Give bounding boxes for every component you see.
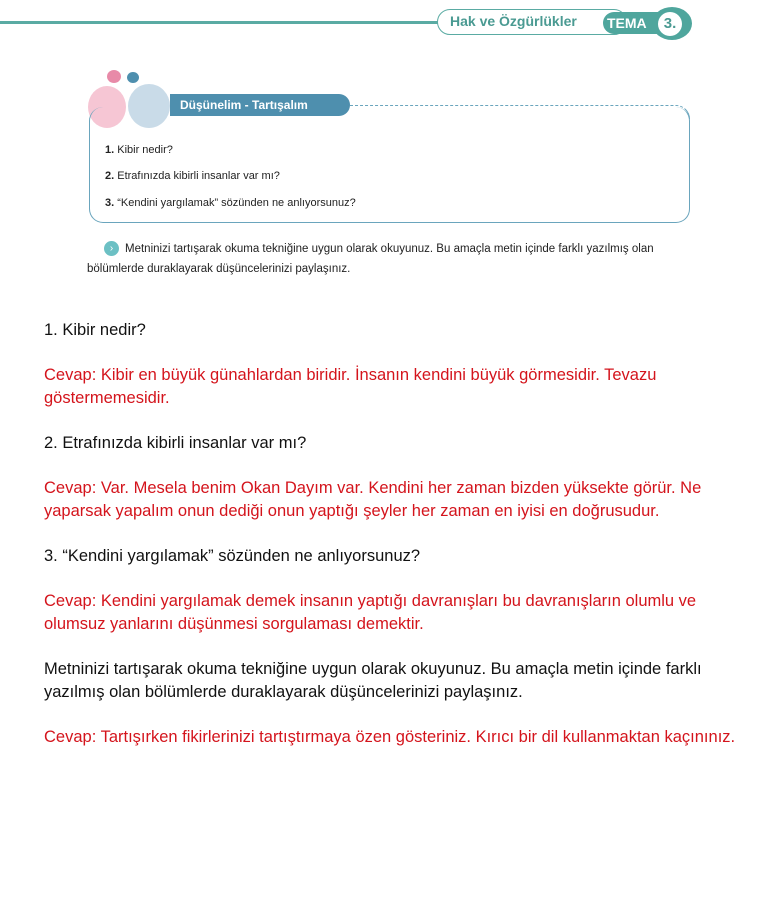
- answer-question: 1. Kibir nedir?: [44, 321, 146, 339]
- box-question: 2. Etrafınızda kibirli insanlar var mı?: [105, 170, 280, 182]
- box-dashed-top: [340, 105, 690, 119]
- answer-text: Cevap: Kibir en büyük günahlardan biridir. İnsanın kendini büyük görmesidir. Tevazu göstermemesidir.: [44, 366, 657, 407]
- tema-number: 3.: [658, 12, 682, 36]
- answer-text: Cevap: Kendini yargılamak demek insanın yaptığı davranışları bu davranışların olumlu ve olumsuz yanlarını düşünmesi sorgulaması demektir.: [44, 592, 697, 633]
- answer-question: 2. Etrafınızda kibirli insanlar var mı?: [44, 434, 307, 452]
- theme-title: Hak ve Özgürlükler: [437, 9, 627, 35]
- answers-section: [44, 319, 749, 771]
- tema-label: TEMA: [603, 12, 663, 34]
- header-line: [0, 21, 445, 24]
- speech-bubble-icon: [107, 70, 121, 83]
- answer-text: Cevap: Var. Mesela benim Okan Dayım var. Kendini her zaman bizden yüksekte görür. Ne yaparsak yapalım onun dediği onun yaptığı şeyler her zaman en iyisi en doğrusudur.: [44, 479, 702, 520]
- answer-question: 3. “Kendini yargılamak” sözünden ne anlıyorsunuz?: [44, 547, 421, 565]
- instruction-text: Metninizi tartışarak okuma tekniğine uygun olarak okuyunuz. Bu amaçla metin içinde farklı yazılmış olan bölümlerde duraklayarak düşüncelerinizi paylaşınız.: [87, 243, 654, 275]
- tema-number-badge: [652, 7, 692, 40]
- box-question: 1. Kibir nedir?: [105, 144, 173, 156]
- box-title: Düşünelim - Tartışalım: [170, 94, 350, 116]
- speech-bubble-icon: [127, 72, 139, 83]
- box-question: 3. “Kendini yargılamak” sözünden ne anlıyorsunuz?: [105, 197, 356, 209]
- answer-text: Cevap: Tartışırken fikirlerinizi tartıştırmaya özen gösteriniz. Kırıcı bir dil kullanmaktan kaçınınız.: [44, 728, 736, 746]
- answer-question: Metninizi tartışarak okuma tekniğine uygun olarak okuyunuz. Bu amaçla metin içinde farklı yazılmış olan bölümlerde duraklayarak düşüncelerinizi paylaşınız.: [44, 660, 702, 701]
- arrow-right-icon: ›: [104, 241, 119, 256]
